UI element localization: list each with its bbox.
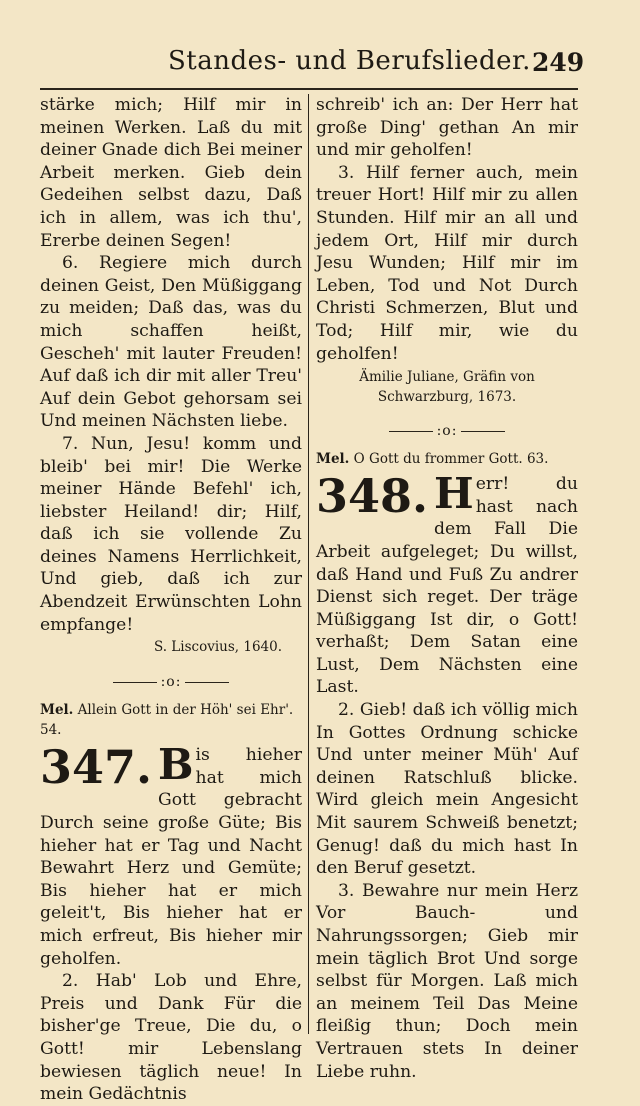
separator-rule (389, 431, 433, 432)
hymn-number: 348. (316, 469, 429, 524)
verse-7: 7. Nun, Jesu! komm und bleib' bei mir! Die Werke meiner Hände Befehl' ich, liebster Heiland! dir; Hilf, daß ich sie vollende Zu deines Namens Herrlichkeit, Und gieb, daß ich zur Abendzeit Erwünschten Lohn empfange! (40, 433, 302, 635)
hymn-347-verse-2: 2. Hab' Lob und Ehre, Preis und Dank Für die bisher'ge Treue, Die du, o Gott! mir Lebenslang bewiesen täglich neue! In mein Gedächtnis (40, 971, 302, 1105)
hymn-348-verse-2: 2. Gieb! daß ich völlig mich In Gottes Ordnung schicke Und unter meiner Müh' Auf deinen Ratschluß blicke. Wird gleich mein Angesicht Mit saurem Schweiß benetzt; Genug! daß du mich hast In den Beruf gesetzt. (316, 700, 578, 879)
melody-reference: O Gott du frommer Gott. 63. (353, 451, 549, 468)
hymn-348 (316, 469, 578, 699)
section-separator (40, 672, 302, 692)
hymn-347 (40, 740, 302, 970)
hymn-348-verse-1: err! du hast nach dem Fall Die Arbeit aufgeleget; Du willst, daß Hand und Fuß Zu andrer Dienst sich reget. Der träge Müßiggang Ist dir, o Gott! verhaßt; Dem Satan eine Lust, Dem Nächsten eine Last. (316, 474, 578, 698)
hymn-347-verse-1: is hieher hat mich Gott gebracht Durch seine große Güte; Bis hieher hat er Tag und Nacht Bewahrt Herz und Gemüte; Bis hieher hat er mich geleit't, Bis hieher hat er mich erfreut, Bis hieher mir geholfen. (40, 745, 302, 969)
separator-ornament: :o: (160, 674, 182, 691)
attribution-line: Schwarzburg, 1673. (377, 389, 517, 406)
verse-continuation: schreib' ich an: Der Herr hat große Ding' gethan An mir und mir geholfen! (316, 95, 578, 161)
column-divider (308, 94, 309, 1034)
right-column (316, 94, 578, 1083)
hymn-348-verse-3: 3. Bewahre nur mein Herz Vor Bauch- und Nahrungssorgen; Gieb mir mein täglich Brot Und sorge selbst für Morgen. Laß mich an meinem Teil Das Meine fleißig thun; Doch mein Vertrauen stets In deiner Liebe ruhn. (316, 880, 578, 1082)
hymn-attribution: S. Liscovius, 1640. (153, 639, 282, 656)
separator-rule (461, 431, 505, 432)
drop-cap: H (434, 469, 474, 519)
drop-cap: B (158, 740, 194, 790)
hymn-attribution (316, 367, 578, 407)
attribution-line: Ämilie Juliane, Gräfin von (359, 369, 535, 386)
melody-label: Mel. (316, 451, 350, 468)
verse-continuation: stärke mich; Hilf mir in meinen Werken. Laß du mit deiner Gnade dich Bei meiner Arbeit merken. Gieb dein Gedeihen selbst dazu, Daß ich in allem, was ich thu', Ererbe deinen Segen! (40, 95, 302, 251)
left-column (40, 94, 302, 1106)
melody-line (316, 449, 578, 469)
section-separator (316, 421, 578, 441)
separator-rule (185, 682, 229, 683)
melody-reference: Allein Gott in der Höh' sei Ehr'. 54. (40, 702, 294, 739)
page-number: 249 (532, 48, 585, 77)
separator-rule (113, 682, 157, 683)
separator-ornament: :o: (436, 423, 458, 440)
melody-line (40, 700, 302, 740)
hymn-number: 347. (40, 740, 153, 795)
running-header-title: Standes- und Berufslieder. (168, 46, 531, 76)
melody-label: Mel. (40, 702, 74, 719)
verse-6: 6. Regiere mich durch deinen Geist, Den Müßiggang zu meiden; Daß das, was du mich schaffen heißt, Gescheh' mit lauter Freuden! Auf daß ich dir mit aller Treu' Auf dein Gebot gehorsam sei Und meinen Nächsten liebe. (40, 253, 302, 432)
header-rule (40, 88, 578, 90)
verse-3: 3. Hilf ferner auch, mein treuer Hort! Hilf mir zu allen Stunden. Hilf mir an all und jedem Ort, Hilf mir durch Jesu Wunden; Hilf mir im Leben, Tod und Not Durch Christi Schmerzen, Blut und Tod; Hilf mir, wie du geholfen! (316, 162, 578, 364)
